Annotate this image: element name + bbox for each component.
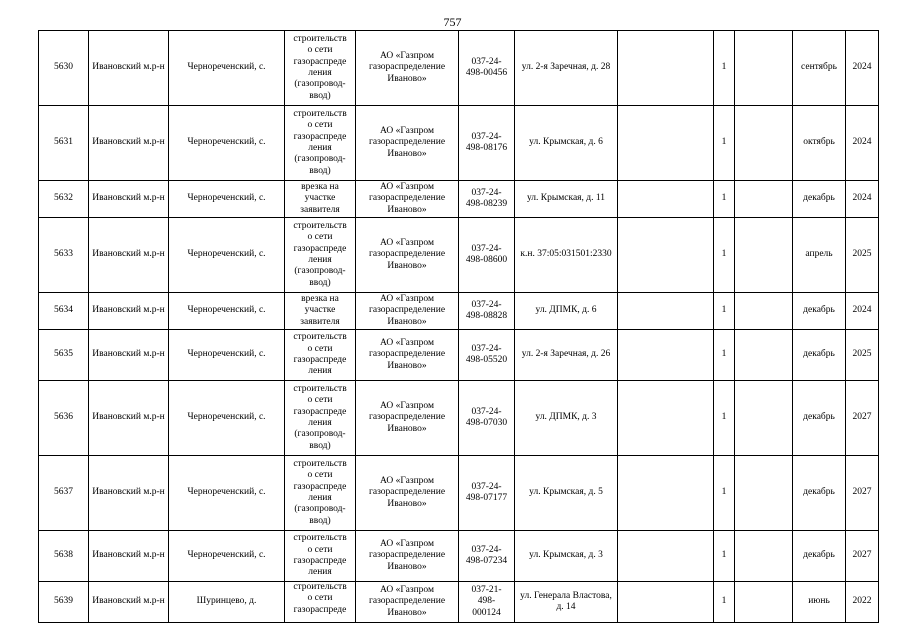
empty-cell — [618, 381, 714, 456]
year-cell: 2024 — [846, 106, 879, 181]
district-cell: Ивановский м.р-н — [89, 293, 169, 330]
locality-cell: Чернореченский, с. — [169, 330, 285, 381]
row-number: 5639 — [39, 582, 89, 623]
district-cell: Ивановский м.р-н — [89, 381, 169, 456]
application-code-cell: 037-21- 498- 000124 — [459, 582, 515, 623]
district-cell: Ивановский м.р-н — [89, 106, 169, 181]
table-row — [39, 582, 879, 623]
quantity-cell: 1 — [714, 181, 735, 218]
district-cell: Ивановский м.р-н — [89, 582, 169, 623]
month-cell: июнь — [793, 582, 846, 623]
empty-cell — [618, 106, 714, 181]
application-code-cell: 037-24- 498-07177 — [459, 456, 515, 531]
address-cell: ул. Генерала Властова, д. 14 — [515, 582, 618, 623]
year-cell: 2027 — [846, 531, 879, 582]
application-code-cell: 037-24- 498-05520 — [459, 330, 515, 381]
year-cell: 2024 — [846, 31, 879, 106]
address-cell: ул. 2-я Заречная, д. 28 — [515, 31, 618, 106]
locality-cell: Чернореченский, с. — [169, 181, 285, 218]
address-cell: ул. Крымская, д. 3 — [515, 531, 618, 582]
year-cell: 2025 — [846, 330, 879, 381]
month-cell: сентябрь — [793, 31, 846, 106]
row-number: 5636 — [39, 381, 89, 456]
organization-cell: АО «Газпром газораспределение Иваново» — [356, 106, 459, 181]
month-cell: декабрь — [793, 531, 846, 582]
table-row — [39, 181, 879, 218]
address-cell: ул. 2-я Заречная, д. 26 — [515, 330, 618, 381]
row-number: 5635 — [39, 330, 89, 381]
table-row — [39, 330, 879, 381]
empty-cell — [735, 218, 793, 293]
empty-cell — [618, 181, 714, 218]
organization-cell: АО «Газпром газораспределение Иваново» — [356, 218, 459, 293]
locality-cell: Шуринцево, д. — [169, 582, 285, 623]
row-number: 5634 — [39, 293, 89, 330]
organization-cell: АО «Газпром газораспределение Иваново» — [356, 456, 459, 531]
empty-cell — [735, 181, 793, 218]
year-cell: 2024 — [846, 181, 879, 218]
empty-cell — [618, 582, 714, 623]
application-code-cell: 037-24- 498-07030 — [459, 381, 515, 456]
quantity-cell: 1 — [714, 531, 735, 582]
organization-cell: АО «Газпром газораспределение Иваново» — [356, 31, 459, 106]
year-cell: 2025 — [846, 218, 879, 293]
row-number: 5638 — [39, 531, 89, 582]
table-row — [39, 456, 879, 531]
address-cell: ул. Крымская, д. 5 — [515, 456, 618, 531]
month-cell: апрель — [793, 218, 846, 293]
application-code-cell: 037-24- 498-00456 — [459, 31, 515, 106]
month-cell: декабрь — [793, 181, 846, 218]
work-type-cell: врезка на участке заявителя — [285, 181, 356, 218]
row-number: 5632 — [39, 181, 89, 218]
organization-cell: АО «Газпром газораспределение Иваново» — [356, 582, 459, 623]
organization-cell: АО «Газпром газораспределение Иваново» — [356, 330, 459, 381]
address-cell: к.н. 37:05:031501:2330 — [515, 218, 618, 293]
work-type-cell: строительств о сети газораспреде ления (газопровод- ввод) — [285, 456, 356, 531]
locality-cell: Чернореченский, с. — [169, 106, 285, 181]
application-code-cell: 037-24- 498-08600 — [459, 218, 515, 293]
address-cell: ул. ДПМК, д. 3 — [515, 381, 618, 456]
row-number: 5633 — [39, 218, 89, 293]
month-cell: декабрь — [793, 381, 846, 456]
organization-cell: АО «Газпром газораспределение Иваново» — [356, 381, 459, 456]
table-row — [39, 106, 879, 181]
quantity-cell: 1 — [714, 456, 735, 531]
empty-cell — [618, 31, 714, 106]
application-code-cell: 037-24- 498-08828 — [459, 293, 515, 330]
quantity-cell: 1 — [714, 218, 735, 293]
district-cell: Ивановский м.р-н — [89, 218, 169, 293]
table-row — [39, 531, 879, 582]
work-type-cell: строительств о сети газораспреде ления (газопровод- ввод) — [285, 106, 356, 181]
work-type-cell: строительств о сети газораспреде — [285, 582, 356, 623]
empty-cell — [735, 582, 793, 623]
organization-cell: АО «Газпром газораспределение Иваново» — [356, 181, 459, 218]
empty-cell — [735, 31, 793, 106]
work-type-cell: врезка на участке заявителя — [285, 293, 356, 330]
row-number: 5637 — [39, 456, 89, 531]
locality-cell: Чернореченский, с. — [169, 381, 285, 456]
empty-cell — [735, 456, 793, 531]
empty-cell — [735, 293, 793, 330]
empty-cell — [618, 218, 714, 293]
month-cell: декабрь — [793, 330, 846, 381]
work-type-cell: строительств о сети газораспреде ления — [285, 330, 356, 381]
organization-cell: АО «Газпром газораспределение Иваново» — [356, 531, 459, 582]
page-number: 757 — [443, 15, 462, 29]
quantity-cell: 1 — [714, 293, 735, 330]
quantity-cell: 1 — [714, 330, 735, 381]
locality-cell: Чернореченский, с. — [169, 456, 285, 531]
empty-cell — [735, 531, 793, 582]
table-row — [39, 293, 879, 330]
year-cell: 2022 — [846, 582, 879, 623]
year-cell: 2027 — [846, 456, 879, 531]
month-cell: октябрь — [793, 106, 846, 181]
table-row — [39, 218, 879, 293]
quantity-cell: 1 — [714, 106, 735, 181]
district-cell: Ивановский м.р-н — [89, 31, 169, 106]
address-cell: ул. Крымская, д. 6 — [515, 106, 618, 181]
district-cell: Ивановский м.р-н — [89, 330, 169, 381]
locality-cell: Чернореченский, с. — [169, 218, 285, 293]
month-cell: декабрь — [793, 293, 846, 330]
empty-cell — [735, 106, 793, 181]
gasification-registry-table — [38, 30, 879, 623]
address-cell: ул. ДПМК, д. 6 — [515, 293, 618, 330]
empty-cell — [618, 531, 714, 582]
district-cell: Ивановский м.р-н — [89, 531, 169, 582]
district-cell: Ивановский м.р-н — [89, 456, 169, 531]
address-cell: ул. Крымская, д. 11 — [515, 181, 618, 218]
locality-cell: Чернореченский, с. — [169, 31, 285, 106]
empty-cell — [618, 293, 714, 330]
year-cell: 2024 — [846, 293, 879, 330]
empty-cell — [735, 330, 793, 381]
table-row — [39, 381, 879, 456]
quantity-cell: 1 — [714, 381, 735, 456]
year-cell: 2027 — [846, 381, 879, 456]
empty-cell — [618, 330, 714, 381]
application-code-cell: 037-24- 498-08239 — [459, 181, 515, 218]
row-number: 5630 — [39, 31, 89, 106]
work-type-cell: строительств о сети газораспреде ления (газопровод- ввод) — [285, 218, 356, 293]
application-code-cell: 037-24- 498-08176 — [459, 106, 515, 181]
district-cell: Ивановский м.р-н — [89, 181, 169, 218]
quantity-cell: 1 — [714, 31, 735, 106]
table-row — [39, 31, 879, 106]
month-cell: декабрь — [793, 456, 846, 531]
application-code-cell: 037-24- 498-07234 — [459, 531, 515, 582]
organization-cell: АО «Газпром газораспределение Иваново» — [356, 293, 459, 330]
empty-cell — [618, 456, 714, 531]
locality-cell: Чернореченский, с. — [169, 531, 285, 582]
work-type-cell: строительств о сети газораспреде ления (газопровод- ввод) — [285, 381, 356, 456]
work-type-cell: строительств о сети газораспреде ления (газопровод- ввод) — [285, 31, 356, 106]
work-type-cell: строительств о сети газораспреде ления — [285, 531, 356, 582]
empty-cell — [735, 381, 793, 456]
row-number: 5631 — [39, 106, 89, 181]
quantity-cell: 1 — [714, 582, 735, 623]
locality-cell: Чернореченский, с. — [169, 293, 285, 330]
